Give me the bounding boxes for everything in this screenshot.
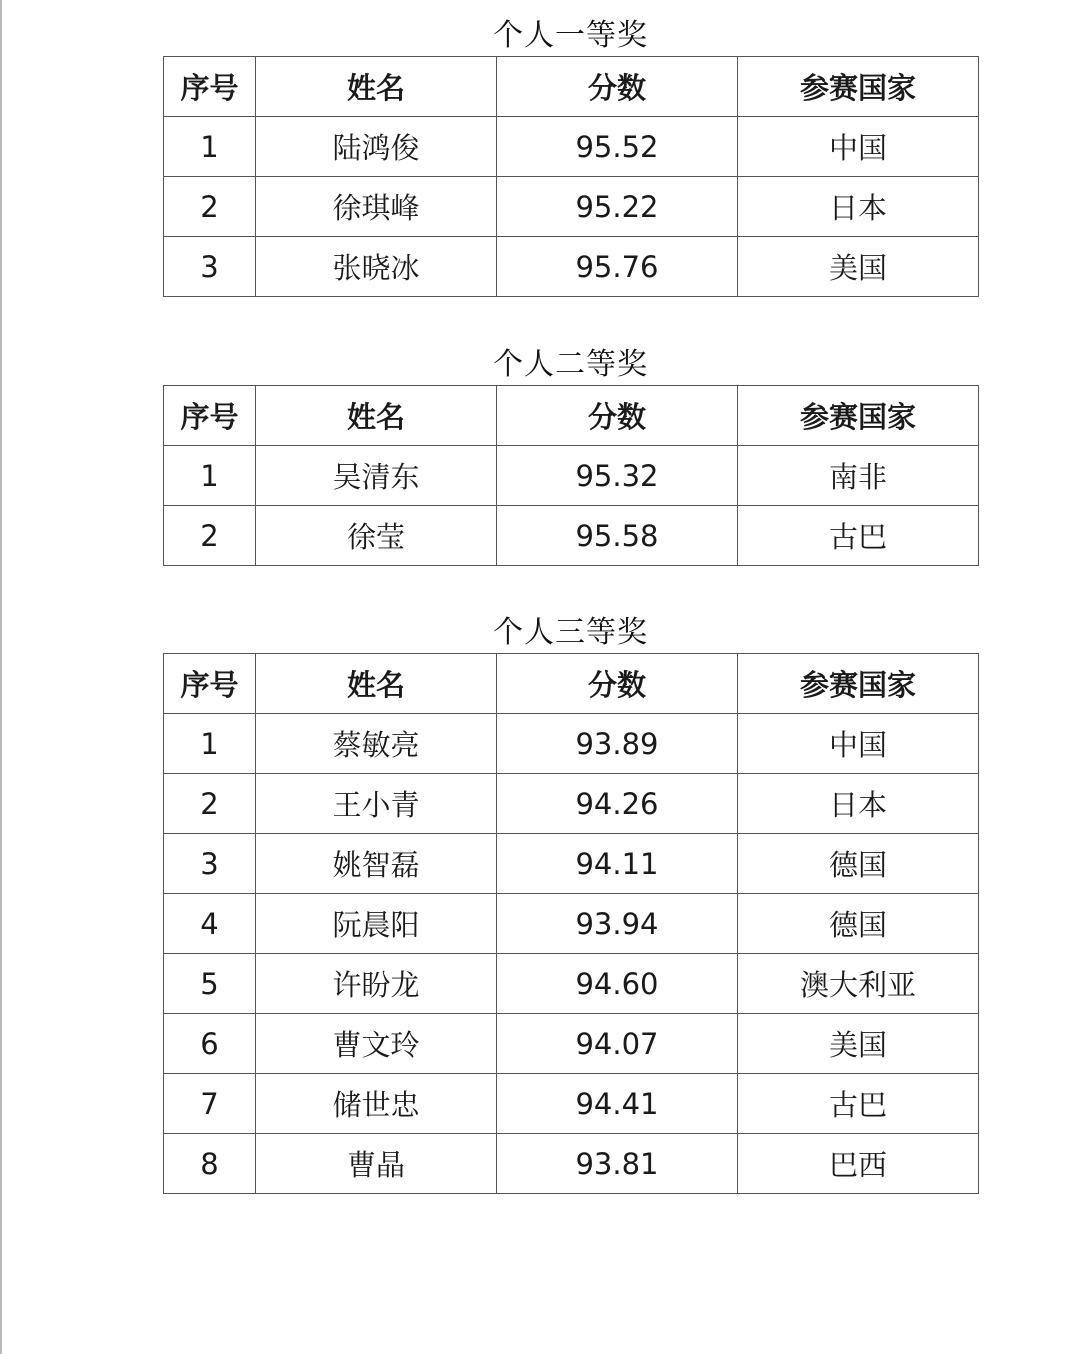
cell-score: 93.81: [497, 1134, 738, 1194]
header-row: [164, 57, 979, 117]
header-row: [164, 654, 979, 714]
cell-rank: 2: [164, 774, 256, 834]
header-rank: 序号: [164, 57, 256, 117]
cell-rank: 2: [164, 506, 256, 566]
table-row: [164, 117, 979, 177]
header-score: 分数: [497, 386, 738, 446]
cell-name: 张晓冰: [256, 237, 497, 297]
cell-name: 曹晶: [256, 1134, 497, 1194]
table-first-prize: [163, 56, 979, 297]
cell-score: 94.26: [497, 774, 738, 834]
table-third-prize: [163, 653, 979, 1194]
header-name: 姓名: [256, 654, 497, 714]
header-rank: 序号: [164, 654, 256, 714]
section-title-first-prize: 个人一等奖: [493, 18, 648, 53]
table-row: [164, 237, 979, 297]
header-score: 分数: [497, 57, 738, 117]
table-row: [164, 774, 979, 834]
cell-name: 曹文玲: [256, 1014, 497, 1074]
cell-rank: 3: [164, 834, 256, 894]
header-country: 参赛国家: [738, 57, 979, 117]
cell-name: 储世忠: [256, 1074, 497, 1134]
section-title-second-prize: 个人二等奖: [493, 347, 648, 382]
table-row: [164, 1074, 979, 1134]
table-row: [164, 177, 979, 237]
cell-score: 95.58: [497, 506, 738, 566]
cell-score: 94.60: [497, 954, 738, 1014]
cell-name: 吴清东: [256, 446, 497, 506]
table-second-prize: [163, 385, 979, 566]
cell-rank: 3: [164, 237, 256, 297]
cell-score: 95.76: [497, 237, 738, 297]
table-row: [164, 1134, 979, 1194]
header-name: 姓名: [256, 57, 497, 117]
cell-country: 德国: [738, 834, 979, 894]
cell-rank: 1: [164, 446, 256, 506]
cell-name: 陆鸿俊: [256, 117, 497, 177]
table-row: [164, 954, 979, 1014]
section-title-third-prize: 个人三等奖: [493, 615, 648, 650]
cell-country: 日本: [738, 774, 979, 834]
cell-rank: 2: [164, 177, 256, 237]
cell-name: 蔡敏亮: [256, 714, 497, 774]
cell-score: 93.94: [497, 894, 738, 954]
table-row: [164, 834, 979, 894]
cell-score: 93.89: [497, 714, 738, 774]
cell-rank: 6: [164, 1014, 256, 1074]
header-country: 参赛国家: [738, 654, 979, 714]
cell-rank: 8: [164, 1134, 256, 1194]
cell-country: 中国: [738, 714, 979, 774]
header-name: 姓名: [256, 386, 497, 446]
cell-country: 南非: [738, 446, 979, 506]
cell-country: 美国: [738, 1014, 979, 1074]
cell-country: 德国: [738, 894, 979, 954]
cell-score: 95.52: [497, 117, 738, 177]
cell-name: 王小青: [256, 774, 497, 834]
cell-name: 徐莹: [256, 506, 497, 566]
cell-score: 95.22: [497, 177, 738, 237]
cell-country: 日本: [738, 177, 979, 237]
cell-rank: 5: [164, 954, 256, 1014]
cell-country: 古巴: [738, 1074, 979, 1134]
cell-name: 徐琪峰: [256, 177, 497, 237]
header-row: [164, 386, 979, 446]
cell-country: 美国: [738, 237, 979, 297]
header-country: 参赛国家: [738, 386, 979, 446]
cell-name: 许盼龙: [256, 954, 497, 1014]
cell-country: 古巴: [738, 506, 979, 566]
cell-country: 澳大利亚: [738, 954, 979, 1014]
table-row: [164, 506, 979, 566]
cell-score: 94.41: [497, 1074, 738, 1134]
cell-rank: 4: [164, 894, 256, 954]
cell-score: 94.07: [497, 1014, 738, 1074]
table-row: [164, 446, 979, 506]
cell-rank: 1: [164, 117, 256, 177]
cell-country: 中国: [738, 117, 979, 177]
cell-name: 姚智磊: [256, 834, 497, 894]
cell-rank: 7: [164, 1074, 256, 1134]
header-rank: 序号: [164, 386, 256, 446]
table-row: [164, 894, 979, 954]
cell-score: 95.32: [497, 446, 738, 506]
cell-country: 巴西: [738, 1134, 979, 1194]
page-edge: [0, 0, 2, 1354]
header-score: 分数: [497, 654, 738, 714]
table-row: [164, 714, 979, 774]
cell-rank: 1: [164, 714, 256, 774]
cell-name: 阮晨阳: [256, 894, 497, 954]
cell-score: 94.11: [497, 834, 738, 894]
table-row: [164, 1014, 979, 1074]
